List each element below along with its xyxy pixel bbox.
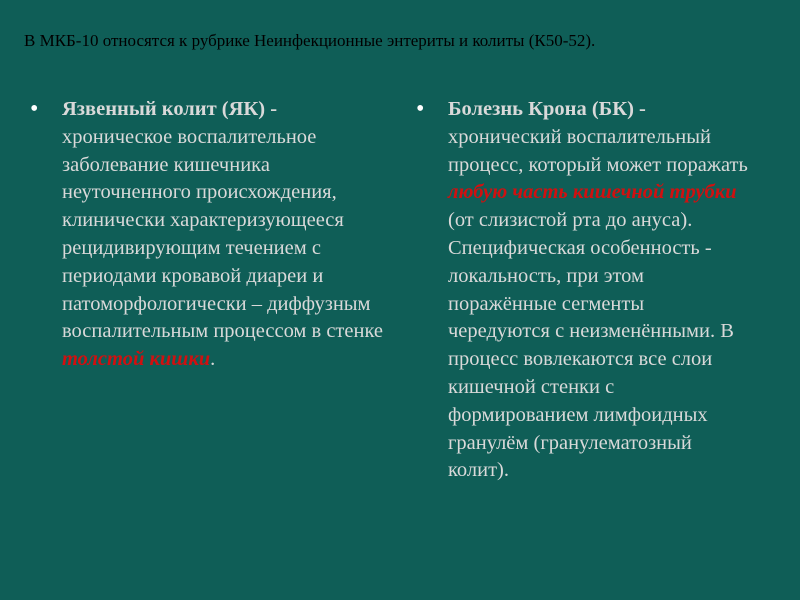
term-cd: Болезнь Крона (БК) - xyxy=(448,98,646,120)
bullet-icon: • xyxy=(416,96,425,122)
definition-end-uc: . xyxy=(210,348,216,371)
ulcerative-colitis-definition xyxy=(62,96,390,374)
left-column xyxy=(30,96,390,374)
crohns-disease-definition xyxy=(448,96,750,485)
highlight-uc: толстой кишки xyxy=(62,348,211,371)
highlight-cd: любую часть кишечной трубки xyxy=(448,181,737,204)
bullet-icon: • xyxy=(30,96,39,122)
definition-end-cd: (от слизистой рта до ануса). Специфическая особенность - локальность, при этом поражённые сегменты чередуются с неизменёнными. В процесс вовлекаются все слои кишечной стенки с формированием лимфоидных гранулём (гранулематозный колит). xyxy=(448,209,734,482)
slide-title: В МКБ-10 относятся к рубрике Неинфекционные энтериты и колиты (К50-52). xyxy=(24,31,596,50)
term-uc: Язвенный колит (ЯК) - xyxy=(62,98,278,120)
definition-text-cd: хронический воспалительный процесс, который может поражать xyxy=(448,125,748,176)
right-column xyxy=(416,96,750,485)
definition-text-uc: хроническое воспалительное заболевание кишечника неуточненного происхождения, клинически характеризующееся рецидивирующим течением с периодами кровавой диареи и патоморфологически – диффузным воспалительным процессом в стенке xyxy=(62,125,384,343)
